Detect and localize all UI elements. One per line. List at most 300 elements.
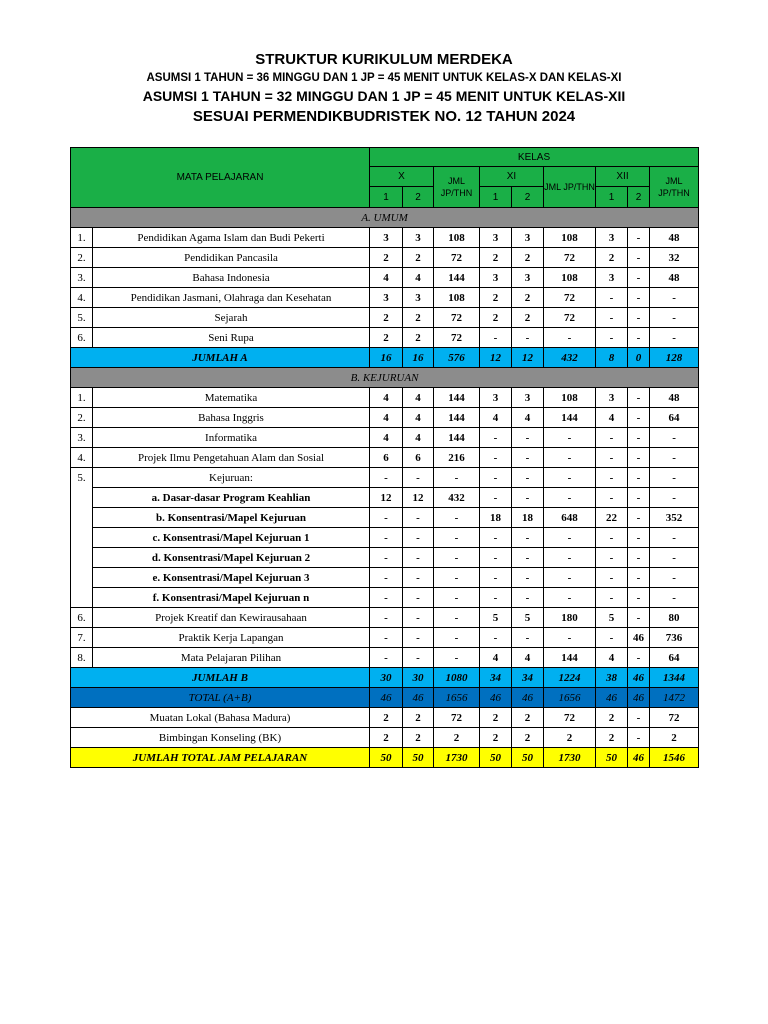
header-sem-1: 1 (370, 187, 403, 208)
value-cell: 4 (370, 408, 403, 428)
summary-value: 46 (596, 688, 628, 708)
subject-name: a. Dasar-dasar Program Keahlian (93, 488, 370, 508)
subject-row (71, 228, 699, 248)
subject-name: d. Konsentrasi/Mapel Kejuruan 2 (93, 548, 370, 568)
value-cell: - (596, 528, 628, 548)
row-number: 4. (71, 288, 93, 308)
subject-name: Informatika (93, 428, 370, 448)
value-cell: - (628, 568, 650, 588)
value-cell: - (403, 548, 434, 568)
subject-row (71, 388, 699, 408)
value-cell: 4 (370, 388, 403, 408)
header-sem-2: 2 (628, 187, 650, 208)
summary-value: 46 (480, 688, 512, 708)
value-cell: - (628, 328, 650, 348)
row-number-empty (71, 508, 93, 528)
summary-value: 50 (512, 748, 544, 768)
value-cell: 2 (370, 708, 403, 728)
header-jml-xii: JML JP/THN (650, 167, 699, 208)
header-subject: MATA PELAJARAN (71, 148, 370, 208)
value-cell: 3 (370, 288, 403, 308)
summary-value: 46 (628, 688, 650, 708)
subject-row (71, 268, 699, 288)
value-cell: - (544, 568, 596, 588)
total-ab-row (71, 688, 699, 708)
value-cell: - (650, 488, 699, 508)
row-number-empty (71, 548, 93, 568)
value-cell: - (434, 608, 480, 628)
value-cell: 108 (434, 228, 480, 248)
row-number: 3. (71, 268, 93, 288)
value-cell: - (628, 708, 650, 728)
subject-name: c. Konsentrasi/Mapel Kejuruan 1 (93, 528, 370, 548)
value-cell: 2 (512, 708, 544, 728)
summary-label: JUMLAH B (71, 668, 370, 688)
value-cell: 4 (480, 408, 512, 428)
value-cell: 72 (434, 708, 480, 728)
value-cell: 2 (370, 728, 403, 748)
row-number: 5. (71, 468, 93, 488)
value-cell: - (403, 508, 434, 528)
value-cell: - (596, 488, 628, 508)
value-cell: - (596, 288, 628, 308)
value-cell: - (544, 488, 596, 508)
subject-name: b. Konsentrasi/Mapel Kejuruan (93, 508, 370, 528)
value-cell: 2 (403, 728, 434, 748)
value-cell: 4 (512, 648, 544, 668)
summary-value: 46 (628, 668, 650, 688)
value-cell: - (434, 528, 480, 548)
value-cell: - (370, 548, 403, 568)
subject-name: Sejarah (93, 308, 370, 328)
value-cell: 2 (480, 308, 512, 328)
value-cell: 4 (403, 268, 434, 288)
value-cell: 2 (544, 728, 596, 748)
value-cell: - (512, 428, 544, 448)
summary-value: 34 (480, 668, 512, 688)
summary-value: 576 (434, 348, 480, 368)
value-cell: 2 (596, 248, 628, 268)
value-cell: - (403, 628, 434, 648)
value-cell: 144 (544, 408, 596, 428)
summary-value: 50 (403, 748, 434, 768)
value-cell: - (403, 588, 434, 608)
value-cell: - (370, 568, 403, 588)
value-cell: 108 (544, 388, 596, 408)
value-cell: - (370, 528, 403, 548)
value-cell: 2 (596, 708, 628, 728)
summary-value: 1080 (434, 668, 480, 688)
value-cell: - (512, 328, 544, 348)
value-cell: - (628, 308, 650, 328)
value-cell: 2 (512, 248, 544, 268)
value-cell: - (434, 508, 480, 528)
extra-row (71, 708, 699, 728)
value-cell: 4 (403, 388, 434, 408)
row-number: 1. (71, 388, 93, 408)
value-cell: - (403, 608, 434, 628)
title-line-4: SESUAI PERMENDIKBUDRISTEK NO. 12 TAHUN 2024 (192, 108, 576, 125)
value-cell: - (650, 328, 699, 348)
value-cell: 72 (434, 308, 480, 328)
value-cell: - (628, 448, 650, 468)
subject-name: f. Konsentrasi/Mapel Kejuruan n (93, 588, 370, 608)
row-number: 4. (71, 448, 93, 468)
value-cell: 108 (434, 288, 480, 308)
value-cell: - (596, 308, 628, 328)
value-cell: - (650, 428, 699, 448)
header-sem-1: 1 (480, 187, 512, 208)
curriculum-table-body (71, 208, 699, 768)
value-cell: 48 (650, 388, 699, 408)
value-cell: 3 (512, 268, 544, 288)
value-cell: - (403, 648, 434, 668)
value-cell: - (403, 468, 434, 488)
value-cell: 2 (512, 308, 544, 328)
value-cell: 144 (434, 428, 480, 448)
value-cell: - (628, 408, 650, 428)
value-cell: - (628, 388, 650, 408)
header-sem-1: 1 (596, 187, 628, 208)
value-cell: - (628, 268, 650, 288)
summary-label: JUMLAH A (71, 348, 370, 368)
grand-total-row (71, 748, 699, 768)
value-cell: - (512, 628, 544, 648)
value-cell: 48 (650, 228, 699, 248)
subject-name: Pendidikan Agama Islam dan Budi Pekerti (93, 228, 370, 248)
document-title-block (0, 50, 768, 127)
value-cell: - (512, 588, 544, 608)
value-cell: - (596, 468, 628, 488)
value-cell: - (544, 328, 596, 348)
row-number: 2. (71, 248, 93, 268)
value-cell: 3 (596, 388, 628, 408)
value-cell: - (512, 568, 544, 588)
subject-name: Projek Kreatif dan Kewirausahaan (93, 608, 370, 628)
value-cell: - (596, 328, 628, 348)
value-cell: 3 (480, 388, 512, 408)
value-cell: 3 (480, 228, 512, 248)
summary-value: 12 (480, 348, 512, 368)
summary-value: 432 (544, 348, 596, 368)
row-number-empty (71, 588, 93, 608)
summary-value: 128 (650, 348, 699, 368)
subject-name: Pendidikan Jasmani, Olahraga dan Kesehatan (93, 288, 370, 308)
value-cell: - (434, 548, 480, 568)
header-class-xii: XII (596, 167, 650, 187)
value-cell: 64 (650, 648, 699, 668)
section-label: B. KEJURUAN (71, 368, 699, 388)
subject-name: Praktik Kerja Lapangan (93, 628, 370, 648)
value-cell: 80 (650, 608, 699, 628)
value-cell: 3 (512, 388, 544, 408)
value-cell: 18 (512, 508, 544, 528)
value-cell: - (480, 528, 512, 548)
header-kelas: KELAS (370, 148, 699, 167)
value-cell: - (480, 468, 512, 488)
value-cell: 5 (480, 608, 512, 628)
value-cell: 3 (403, 288, 434, 308)
row-number-empty (71, 488, 93, 508)
value-cell: 18 (480, 508, 512, 528)
subject-name: Muatan Lokal (Bahasa Madura) (71, 708, 370, 728)
subject-row (71, 428, 699, 448)
value-cell: 4 (512, 408, 544, 428)
value-cell: 12 (403, 488, 434, 508)
value-cell: - (628, 508, 650, 528)
value-cell: 72 (544, 248, 596, 268)
value-cell: - (650, 548, 699, 568)
value-cell: 4 (403, 408, 434, 428)
value-cell: - (370, 648, 403, 668)
summary-value: 30 (370, 668, 403, 688)
header-class-xi: XI (480, 167, 544, 187)
section-label: A. UMUM (71, 208, 699, 228)
title-line-1: STRUKTUR KURIKULUM MERDEKA (255, 51, 513, 68)
value-cell: - (434, 568, 480, 588)
subject-name: Projek Ilmu Pengetahuan Alam dan Sosial (93, 448, 370, 468)
value-cell: 2 (480, 728, 512, 748)
sub-subject-row (71, 488, 699, 508)
value-cell: - (628, 648, 650, 668)
value-cell: - (544, 528, 596, 548)
value-cell: 216 (434, 448, 480, 468)
row-number: 1. (71, 228, 93, 248)
header-class-x: X (370, 167, 434, 187)
value-cell: - (434, 588, 480, 608)
summary-value: 1730 (434, 748, 480, 768)
subject-name: Bahasa Inggris (93, 408, 370, 428)
value-cell: - (370, 588, 403, 608)
value-cell: - (512, 488, 544, 508)
summary-value: 1224 (544, 668, 596, 688)
value-cell: 72 (544, 308, 596, 328)
value-cell: 4 (596, 648, 628, 668)
value-cell: - (628, 468, 650, 488)
value-cell: - (596, 568, 628, 588)
summary-value: 16 (370, 348, 403, 368)
subject-row (71, 608, 699, 628)
value-cell: 2 (650, 728, 699, 748)
value-cell: 22 (596, 508, 628, 528)
value-cell: 72 (544, 708, 596, 728)
value-cell: 2 (480, 708, 512, 728)
value-cell: 4 (370, 428, 403, 448)
sub-subject-row (71, 548, 699, 568)
value-cell: 2 (370, 248, 403, 268)
summary-value: 1546 (650, 748, 699, 768)
subject-row (71, 248, 699, 268)
header-sem-2: 2 (512, 187, 544, 208)
value-cell: - (596, 448, 628, 468)
value-cell: 72 (434, 328, 480, 348)
value-cell: - (480, 488, 512, 508)
value-cell: - (628, 528, 650, 548)
subject-name: Bahasa Indonesia (93, 268, 370, 288)
value-cell: - (370, 628, 403, 648)
sub-subject-row (71, 508, 699, 528)
summary-value: 46 (370, 688, 403, 708)
value-cell: - (628, 608, 650, 628)
value-cell: - (628, 588, 650, 608)
value-cell: 72 (434, 248, 480, 268)
value-cell: - (512, 528, 544, 548)
value-cell: - (480, 448, 512, 468)
value-cell: - (596, 628, 628, 648)
value-cell: - (628, 428, 650, 448)
value-cell: - (480, 568, 512, 588)
summary-value: 46 (512, 688, 544, 708)
value-cell: 2 (403, 708, 434, 728)
value-cell: - (628, 488, 650, 508)
subject-row (71, 308, 699, 328)
summary-value: 0 (628, 348, 650, 368)
row-number: 7. (71, 628, 93, 648)
value-cell: 32 (650, 248, 699, 268)
row-number: 2. (71, 408, 93, 428)
value-cell: - (480, 628, 512, 648)
value-cell: 736 (650, 628, 699, 648)
value-cell: - (650, 448, 699, 468)
summary-value: 1656 (434, 688, 480, 708)
value-cell: 144 (434, 268, 480, 288)
value-cell: - (628, 548, 650, 568)
value-cell: 6 (370, 448, 403, 468)
value-cell: - (544, 548, 596, 568)
value-cell: 4 (480, 648, 512, 668)
value-cell: 5 (512, 608, 544, 628)
summary-value: 50 (480, 748, 512, 768)
value-cell: 64 (650, 408, 699, 428)
value-cell: - (650, 528, 699, 548)
value-cell: - (650, 568, 699, 588)
value-cell: 2 (370, 308, 403, 328)
sub-subject-row (71, 568, 699, 588)
summary-value: 12 (512, 348, 544, 368)
value-cell: 4 (370, 268, 403, 288)
subject-row (71, 648, 699, 668)
value-cell: - (480, 548, 512, 568)
subject-row (71, 408, 699, 428)
summary-label: JUMLAH TOTAL JAM PELAJARAN (71, 748, 370, 768)
value-cell: - (370, 468, 403, 488)
row-number-empty (71, 568, 93, 588)
value-cell: - (480, 328, 512, 348)
value-cell: 3 (512, 228, 544, 248)
header-jml-x: JML JP/THN (434, 167, 480, 208)
kejuruan-group-row (71, 468, 699, 488)
summary-value: 46 (403, 688, 434, 708)
value-cell: - (512, 468, 544, 488)
summary-value: 34 (512, 668, 544, 688)
value-cell: 2 (480, 288, 512, 308)
summary-value: 30 (403, 668, 434, 688)
value-cell: 3 (370, 228, 403, 248)
value-cell: - (434, 648, 480, 668)
value-cell: 2 (480, 248, 512, 268)
value-cell: - (628, 728, 650, 748)
sub-subject-row (71, 588, 699, 608)
row-number: 5. (71, 308, 93, 328)
value-cell: 48 (650, 268, 699, 288)
value-cell: 2 (370, 328, 403, 348)
value-cell: - (480, 428, 512, 448)
value-cell: 5 (596, 608, 628, 628)
value-cell: - (544, 588, 596, 608)
value-cell: - (628, 288, 650, 308)
value-cell: 144 (544, 648, 596, 668)
value-cell: 3 (596, 268, 628, 288)
value-cell: 2 (403, 328, 434, 348)
section-umum (71, 208, 699, 228)
subject-name: Pendidikan Pancasila (93, 248, 370, 268)
value-cell: 3 (403, 228, 434, 248)
jumlah-a-row (71, 348, 699, 368)
subject-name: Seni Rupa (93, 328, 370, 348)
value-cell: - (434, 628, 480, 648)
subject-name: e. Konsentrasi/Mapel Kejuruan 3 (93, 568, 370, 588)
value-cell: 144 (434, 388, 480, 408)
value-cell: 144 (434, 408, 480, 428)
summary-value: 1344 (650, 668, 699, 688)
value-cell: - (512, 448, 544, 468)
value-cell: - (596, 548, 628, 568)
summary-value: 1472 (650, 688, 699, 708)
summary-value: 16 (403, 348, 434, 368)
value-cell: - (596, 588, 628, 608)
extra-row (71, 728, 699, 748)
section-kejuruan (71, 368, 699, 388)
subject-row (71, 328, 699, 348)
curriculum-table (70, 147, 699, 768)
summary-value: 38 (596, 668, 628, 688)
value-cell: 2 (512, 728, 544, 748)
subject-name: Bimbingan Konseling (BK) (71, 728, 370, 748)
value-cell: - (403, 528, 434, 548)
header-jml-xi: JML JP/THN (544, 167, 596, 208)
row-number: 8. (71, 648, 93, 668)
value-cell: 108 (544, 228, 596, 248)
value-cell: 3 (596, 228, 628, 248)
title-line-2: ASUMSI 1 TAHUN = 36 MINGGU DAN 1 JP = 45 MENIT UNTUK KELAS-X DAN KELAS-XI (146, 72, 622, 84)
value-cell: - (434, 468, 480, 488)
value-cell: 6 (403, 448, 434, 468)
value-cell: 4 (596, 408, 628, 428)
subject-row (71, 448, 699, 468)
summary-value: 1656 (544, 688, 596, 708)
subject-name: Matematika (93, 388, 370, 408)
value-cell: 352 (650, 508, 699, 528)
value-cell: - (650, 308, 699, 328)
summary-value: 50 (596, 748, 628, 768)
row-number: 6. (71, 328, 93, 348)
value-cell: 72 (544, 288, 596, 308)
value-cell: 180 (544, 608, 596, 628)
row-number: 3. (71, 428, 93, 448)
value-cell: - (544, 628, 596, 648)
value-cell: 2 (403, 308, 434, 328)
title-line-3: ASUMSI 1 TAHUN = 32 MINGGU DAN 1 JP = 45 MENIT UNTUK KELAS-XII (142, 88, 626, 104)
value-cell: 3 (480, 268, 512, 288)
value-cell: - (650, 588, 699, 608)
value-cell: - (512, 548, 544, 568)
value-cell: - (403, 568, 434, 588)
header-sem-2: 2 (403, 187, 434, 208)
value-cell: - (370, 608, 403, 628)
value-cell: - (628, 228, 650, 248)
value-cell: 2 (434, 728, 480, 748)
jumlah-b-row (71, 668, 699, 688)
